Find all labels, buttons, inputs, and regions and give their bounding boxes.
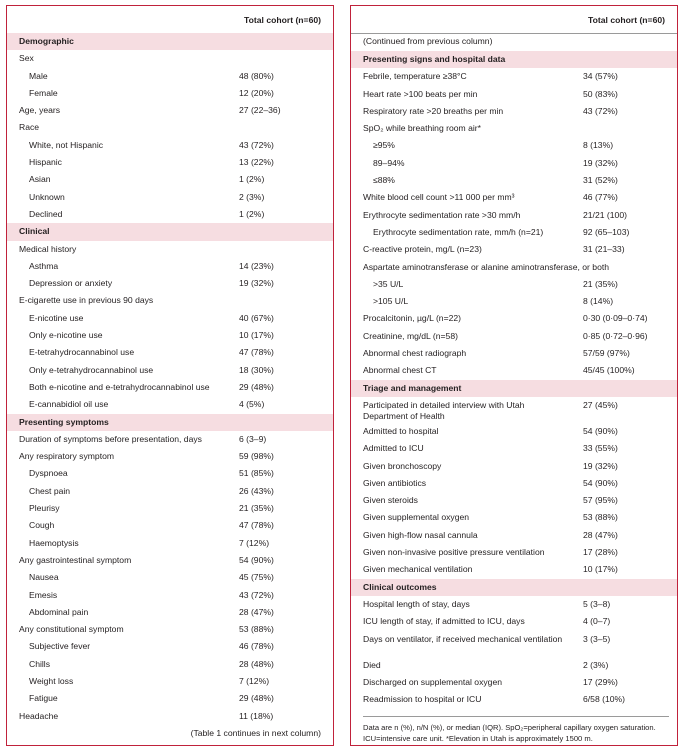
row-label: Given high-flow nasal cannula xyxy=(363,529,478,540)
table-row xyxy=(7,275,333,292)
table-row xyxy=(7,448,333,465)
row-value: 54 (90%) xyxy=(583,477,618,488)
section-header-row xyxy=(7,414,333,431)
section-title: Clinical outcomes xyxy=(363,581,437,592)
row-value: 14 (23%) xyxy=(239,260,274,271)
row-value: 21 (35%) xyxy=(583,278,618,289)
row-value: 17 (28%) xyxy=(583,547,618,558)
row-value: 28 (48%) xyxy=(239,658,274,669)
row-label: 89–94% xyxy=(373,157,405,168)
table-footnote: Data are n (%), n/N (%), or median (IQR). SpO₂=peripheral capillary oxygen saturation. ICU=intensive care unit. *Elevation in Utah is approximately 1500 m. xyxy=(363,716,669,744)
table-row xyxy=(351,224,677,241)
row-value: 7 (12%) xyxy=(239,537,270,548)
table-row xyxy=(351,509,677,526)
row-label: Hispanic xyxy=(29,157,62,168)
table-row xyxy=(351,458,677,475)
left-rows xyxy=(7,33,333,725)
section-title: Clinical xyxy=(19,226,50,237)
row-label: ≤88% xyxy=(373,175,395,186)
table-row xyxy=(7,604,333,621)
table-row xyxy=(351,423,677,440)
table-row xyxy=(7,673,333,690)
row-label: Chest pain xyxy=(29,485,71,496)
row-value: 21 (35%) xyxy=(239,503,274,514)
row-value: 4 (0–7) xyxy=(583,616,611,627)
row-label: Given antibiotics xyxy=(363,477,427,488)
row-value: 53 (88%) xyxy=(583,512,618,523)
row-label: Any gastrointestinal symptom xyxy=(19,554,132,565)
row-label: Given bronchoscopy xyxy=(363,460,442,471)
table-row xyxy=(351,440,677,457)
row-label: Unknown xyxy=(29,191,65,202)
row-label: Asian xyxy=(29,174,51,185)
right-rows xyxy=(351,51,677,708)
row-label: Age, years xyxy=(19,105,61,116)
row-label: Febrile, temperature ≥38°C xyxy=(363,71,467,82)
section-header-row xyxy=(7,33,333,50)
row-value: 2 (3%) xyxy=(583,659,609,670)
row-label: Asthma xyxy=(29,260,59,271)
column-header-total-cohort: Total cohort (n=60) xyxy=(244,15,321,25)
table-left-column xyxy=(6,5,334,746)
table-row xyxy=(351,397,677,423)
table-row xyxy=(351,86,677,103)
row-label: Haemoptysis xyxy=(29,537,79,548)
table-header xyxy=(7,6,333,34)
row-label: Race xyxy=(19,122,40,133)
table-row xyxy=(351,207,677,224)
row-label: White blood cell count >11 000 per mm³ xyxy=(363,192,515,203)
row-value: 46 (77%) xyxy=(583,192,618,203)
row-label: Abnormal chest CT xyxy=(363,365,437,376)
table-row xyxy=(351,137,677,154)
table-row xyxy=(7,292,333,309)
row-label: Respiratory rate >20 breaths per min xyxy=(363,105,504,116)
row-value: 28 (47%) xyxy=(239,606,274,617)
table-row xyxy=(351,475,677,492)
row-value: 1 (2%) xyxy=(239,208,265,219)
table-row xyxy=(351,241,677,258)
table-row xyxy=(351,527,677,544)
table-right-column xyxy=(350,5,678,746)
row-value: 31 (21–33) xyxy=(583,244,625,255)
row-label: >105 U/L xyxy=(373,296,409,307)
row-value: 57/59 (97%) xyxy=(583,348,630,359)
row-value: 6/58 (10%) xyxy=(583,694,626,705)
section-title: Triage and management xyxy=(363,382,462,393)
row-label: Readmission to hospital or ICU xyxy=(363,694,482,705)
row-value: 47 (78%) xyxy=(239,520,274,531)
row-value: 5 (3–8) xyxy=(583,598,611,609)
table-row xyxy=(351,120,677,137)
table-row xyxy=(351,293,677,310)
row-label: Given mechanical ventilation xyxy=(363,564,473,575)
row-label: Depression or anxiety xyxy=(29,278,113,289)
section-title: Presenting signs and hospital data xyxy=(363,54,506,64)
row-value: 12 (20%) xyxy=(239,87,274,98)
row-label: Weight loss xyxy=(29,675,74,686)
section-header-row xyxy=(351,51,677,68)
section-header-row xyxy=(351,579,677,596)
row-value: 54 (90%) xyxy=(239,554,274,565)
row-label: Pleurisy xyxy=(29,503,60,514)
row-value: 1 (2%) xyxy=(239,174,265,185)
table-row xyxy=(7,587,333,604)
table-row xyxy=(7,569,333,586)
row-label: E-nicotine use xyxy=(29,312,84,323)
table-row xyxy=(351,345,677,362)
row-value: 47 (78%) xyxy=(239,347,274,358)
row-value: 45 (75%) xyxy=(239,572,274,583)
row-label: Procalcitonin, µg/L (n=22) xyxy=(363,313,462,324)
row-value: 34 (57%) xyxy=(583,71,618,82)
row-label: E-tetrahydrocannabinol use xyxy=(29,347,135,358)
row-value: 17 (29%) xyxy=(583,676,618,687)
row-label: E-cigarette use in previous 90 days xyxy=(19,295,154,306)
table-row xyxy=(7,517,333,534)
row-value: 45/45 (100%) xyxy=(583,365,635,376)
row-value: 50 (83%) xyxy=(583,88,618,99)
row-label: Erythrocyte sedimentation rate >30 mm/h xyxy=(363,209,521,220)
row-label: >35 U/L xyxy=(373,278,404,289)
row-value: 0·85 (0·72–0·96) xyxy=(583,330,648,341)
row-value: 29 (48%) xyxy=(239,381,274,392)
row-value: 43 (72%) xyxy=(583,105,618,116)
row-value: 53 (88%) xyxy=(239,624,274,635)
row-label: Discharged on supplemental oxygen xyxy=(363,676,503,687)
row-label: Aspartate aminotransferase or alanine aminotransferase, or both xyxy=(363,261,610,272)
row-label: Nausea xyxy=(29,572,59,583)
table-row xyxy=(7,396,333,413)
column-header-total-cohort: Total cohort (n=60) xyxy=(588,15,665,25)
row-value: 8 (14%) xyxy=(583,296,614,307)
row-value: 29 (48%) xyxy=(239,693,274,704)
table-row xyxy=(7,258,333,275)
table-row xyxy=(7,535,333,552)
row-label: ICU length of stay, if admitted to ICU, days xyxy=(363,616,525,627)
row-label: Female xyxy=(29,87,58,98)
row-value: 21/21 (100) xyxy=(583,209,627,220)
row-value: 33 (55%) xyxy=(583,443,618,454)
row-label: Duration of symptoms before presentation, days xyxy=(19,433,202,444)
table-row xyxy=(351,172,677,189)
row-value: 46 (78%) xyxy=(239,641,274,652)
row-label: Any constitutional symptom xyxy=(19,624,124,635)
row-value: 18 (30%) xyxy=(239,364,274,375)
row-value: 48 (80%) xyxy=(239,70,274,81)
row-value: 31 (52%) xyxy=(583,175,618,186)
table-row xyxy=(7,327,333,344)
row-value: 43 (72%) xyxy=(239,589,274,600)
table-row xyxy=(7,708,333,725)
row-label: Only e-nicotine use xyxy=(29,330,103,341)
table-row xyxy=(351,691,677,708)
table-row xyxy=(7,119,333,136)
table-row xyxy=(351,657,677,674)
section-header-row xyxy=(7,223,333,240)
row-value: 27 (45%) xyxy=(583,399,618,410)
row-value: 3 (3–5) xyxy=(583,633,611,644)
row-value: 7 (12%) xyxy=(239,675,270,686)
row-value: 26 (43%) xyxy=(239,485,274,496)
table-row xyxy=(351,189,677,206)
section-header-row xyxy=(351,380,677,397)
table-row xyxy=(7,241,333,258)
table-row xyxy=(351,103,677,120)
section-title: Presenting symptoms xyxy=(19,416,109,427)
table-row xyxy=(7,206,333,223)
row-value: 40 (67%) xyxy=(239,312,274,323)
row-value: 54 (90%) xyxy=(583,425,618,436)
row-value: 57 (95%) xyxy=(583,495,618,506)
table-row xyxy=(351,492,677,509)
row-value: 28 (47%) xyxy=(583,529,618,540)
table-row xyxy=(7,483,333,500)
row-value: 19 (32%) xyxy=(239,278,274,289)
row-label: Participated in detailed interview with Utah Department of Health xyxy=(363,399,525,421)
table-row xyxy=(7,171,333,188)
table-row xyxy=(7,50,333,67)
table-row xyxy=(7,690,333,707)
row-label: ≥95% xyxy=(373,140,395,151)
row-value: 10 (17%) xyxy=(239,330,274,341)
table-row xyxy=(7,154,333,171)
table-row xyxy=(7,552,333,569)
row-label: Chills xyxy=(29,658,51,669)
table-row xyxy=(7,189,333,206)
row-label: Cough xyxy=(29,520,55,531)
row-label: Declined xyxy=(29,208,63,219)
table-row xyxy=(7,431,333,448)
row-value: 2 (3%) xyxy=(239,191,265,202)
table-row xyxy=(351,155,677,172)
row-label: Both e-nicotine and e-tetrahydrocannabinol use xyxy=(29,381,210,392)
table-row xyxy=(7,102,333,119)
table-row xyxy=(7,656,333,673)
row-label: Given steroids xyxy=(363,495,418,506)
row-value: 4 (5%) xyxy=(239,399,265,410)
section-title: Demographic xyxy=(19,36,74,46)
table-row xyxy=(7,638,333,655)
table-row xyxy=(7,465,333,482)
table-row xyxy=(7,621,333,638)
row-label: Medical history xyxy=(19,243,77,254)
row-label: White, not Hispanic xyxy=(29,139,104,150)
table-row xyxy=(351,631,677,657)
row-label: Emesis xyxy=(29,589,58,600)
table-row xyxy=(7,362,333,379)
table-row xyxy=(7,500,333,517)
continues-note: (Table 1 continues in next column) xyxy=(190,728,321,738)
row-label: C-reactive protein, mg/L (n=23) xyxy=(363,244,482,255)
row-value: 51 (85%) xyxy=(239,468,274,479)
table-row xyxy=(7,137,333,154)
table-row xyxy=(351,310,677,327)
row-value: 43 (72%) xyxy=(239,139,274,150)
row-label: Only e-tetrahydrocannabinol use xyxy=(29,364,154,375)
table-row xyxy=(7,344,333,361)
table-row xyxy=(351,674,677,691)
table-row xyxy=(7,68,333,85)
row-label: Given supplemental oxygen xyxy=(363,512,470,523)
row-value: 10 (17%) xyxy=(583,564,618,575)
row-value: 0·30 (0·09–0·74) xyxy=(583,313,648,324)
row-label: Abdominal pain xyxy=(29,606,89,617)
table-header xyxy=(351,6,677,34)
continued-note: (Continued from previous column) xyxy=(363,36,493,46)
table-row xyxy=(351,328,677,345)
table-row xyxy=(351,561,677,578)
row-label: Creatinine, mg/dL (n=58) xyxy=(363,330,458,341)
row-label: Abnormal chest radiograph xyxy=(363,348,467,359)
table-row xyxy=(7,310,333,327)
row-label: Subjective fever xyxy=(29,641,91,652)
row-label: Admitted to ICU xyxy=(363,443,424,454)
row-value: 59 (98%) xyxy=(239,451,274,462)
row-label: Died xyxy=(363,659,381,670)
row-label: Dyspnoea xyxy=(29,468,68,479)
row-value: 92 (65–103) xyxy=(583,226,630,237)
table-row xyxy=(351,276,677,293)
table-row xyxy=(351,596,677,613)
table-row xyxy=(351,544,677,561)
row-label: Hospital length of stay, days xyxy=(363,598,470,609)
row-label: Headache xyxy=(19,710,59,721)
row-label: Fatigue xyxy=(29,693,58,704)
table-row xyxy=(7,85,333,102)
continued-note-row xyxy=(351,33,677,50)
table-row xyxy=(351,613,677,630)
row-label: Any respiratory symptom xyxy=(19,451,115,462)
row-value: 8 (13%) xyxy=(583,140,614,151)
table-row xyxy=(7,379,333,396)
row-label: Admitted to hospital xyxy=(363,425,439,436)
table-row xyxy=(351,362,677,379)
row-label: Heart rate >100 beats per min xyxy=(363,88,478,99)
row-value: 6 (3–9) xyxy=(239,433,267,444)
row-value: 19 (32%) xyxy=(583,157,618,168)
row-label: E-cannabidiol oil use xyxy=(29,399,109,410)
row-value: 13 (22%) xyxy=(239,157,274,168)
table-row xyxy=(351,259,677,276)
row-label: Given non-invasive positive pressure ventilation xyxy=(363,547,545,558)
row-label: Sex xyxy=(19,53,34,64)
row-value: 27 (22–36) xyxy=(239,105,281,116)
row-label: Erythrocyte sedimentation rate, mm/h (n=21) xyxy=(373,226,544,237)
row-value: 11 (18%) xyxy=(239,710,274,721)
row-label: Male xyxy=(29,70,48,81)
row-label: Days on ventilator, if received mechanical ventilation xyxy=(363,633,563,644)
row-label: SpO₂ while breathing room air* xyxy=(363,123,481,134)
row-value: 19 (32%) xyxy=(583,460,618,471)
table-row xyxy=(351,68,677,85)
